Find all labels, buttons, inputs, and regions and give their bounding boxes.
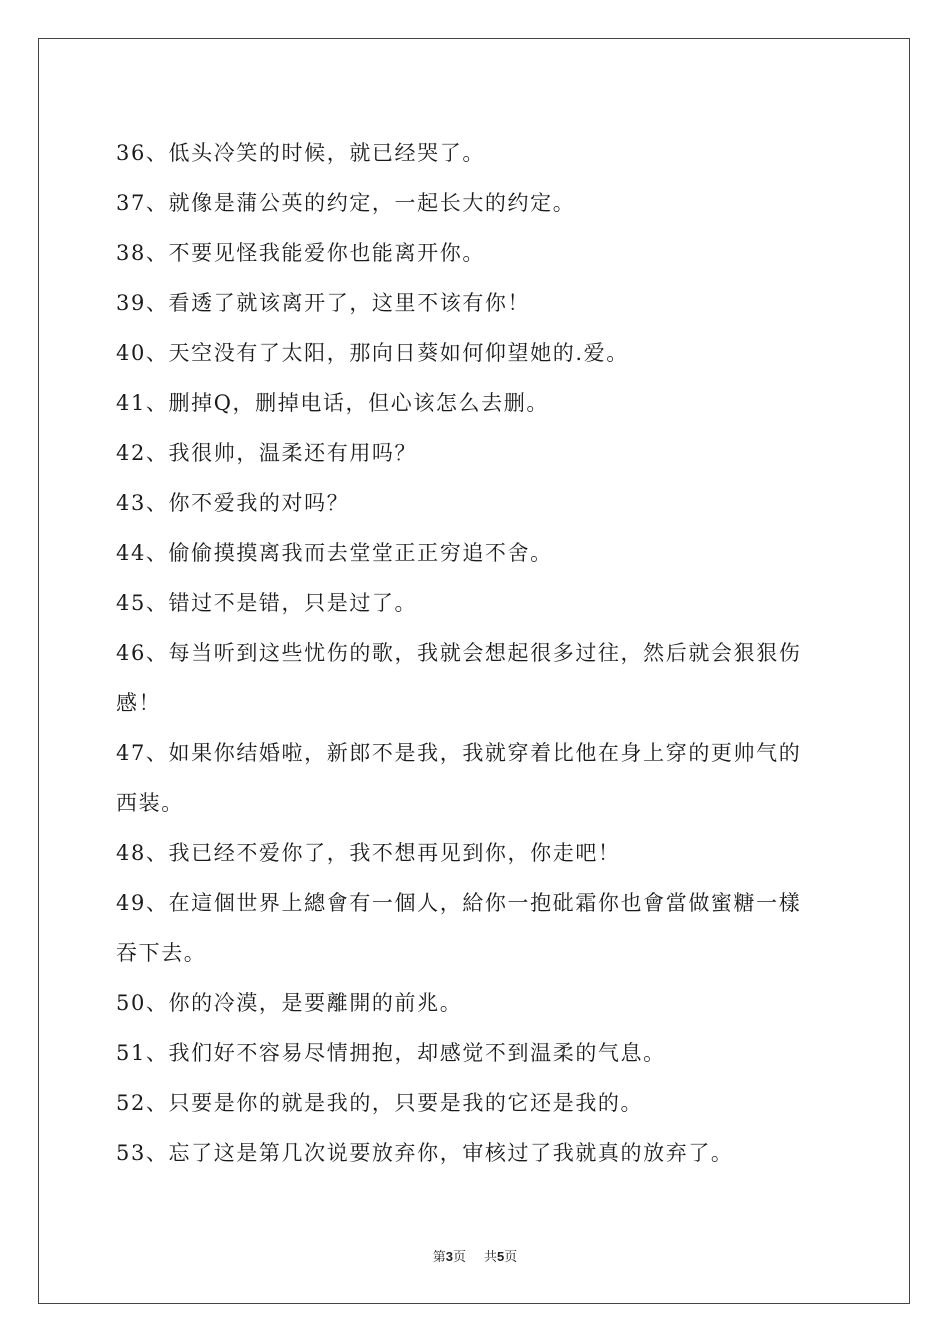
text-line: 41、删掉Q，删掉电话，但心该怎么去删。 (116, 391, 549, 415)
text-line: 42、我很帅，温柔还有用吗？ (116, 441, 418, 465)
text-line: 46、每当听到这些忧伤的歌，我就会想起很多过往，然后就会狠狠伤 (116, 641, 802, 665)
text-line: 38、不要见怪我能爱你也能离开你。 (116, 241, 485, 265)
document-body (116, 128, 836, 1178)
page-current-number: 3 (445, 1249, 453, 1264)
text-line: 45、错过不是错，只是过了。 (116, 591, 418, 615)
text-line: 51、我们好不容易尽情拥抱，却感觉不到温柔的气息。 (116, 1041, 666, 1065)
page-suffix: 页 (452, 1250, 466, 1265)
text-line: 39、看透了就该离开了，这里不该有你！ (116, 291, 531, 315)
page-footer (0, 1248, 950, 1267)
text-line: 40、天空没有了太阳，那向日葵如何仰望她的.爱。 (116, 341, 629, 365)
text-line: 47、如果你结婚啦，新郎不是我，我就穿着比他在身上穿的更帅气的 (116, 741, 802, 765)
text-line: 52、只要是你的就是我的，只要是我的它还是我的。 (116, 1091, 644, 1115)
total-prefix: 共 (484, 1250, 498, 1265)
text-line: 53、忘了这是第几次说要放弃你，审核过了我就真的放弃了。 (116, 1141, 734, 1165)
text-line: 50、你的冷漠，是要離開的前兆。 (116, 991, 463, 1015)
text-line: 吞下去。 (116, 941, 207, 965)
text-line: 感！ (116, 691, 162, 715)
text-line: 西装。 (116, 791, 184, 815)
text-line: 43、你不爱我的对吗？ (116, 491, 350, 515)
page-prefix: 第 (432, 1250, 446, 1265)
text-line: 44、偷偷摸摸离我而去堂堂正正穷追不舍。 (116, 541, 553, 565)
text-line: 49、在這個世界上總會有一個人，給你一抱砒霜你也會當做蜜糖一樣 (116, 891, 802, 915)
total-suffix: 页 (504, 1250, 518, 1265)
text-line: 37、就像是蒲公英的约定，一起长大的约定。 (116, 191, 576, 215)
text-line: 36、低头冷笑的时候，就已经哭了。 (116, 141, 485, 165)
text-line: 48、我已经不爱你了，我不想再见到你，你走吧！ (116, 841, 621, 865)
page-total-number: 5 (497, 1249, 505, 1264)
